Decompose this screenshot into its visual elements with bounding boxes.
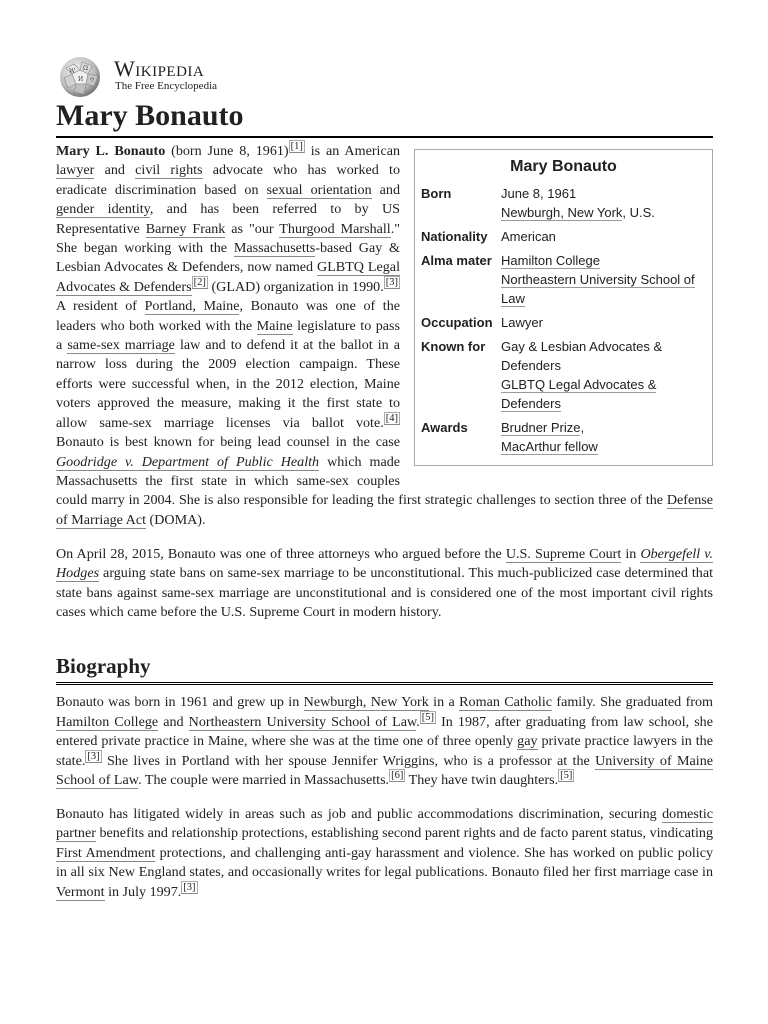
infobox-row-awards: [415, 416, 712, 459]
link-northeastern-law[interactable]: Northeastern University School of Law: [501, 272, 695, 306]
text: Bonauto was born in 1961 and grew up in: [56, 694, 304, 711]
wikipedia-tagline: The Free Encyclopedia: [115, 80, 218, 92]
link-gender-identity[interactable]: gender identity: [56, 201, 150, 218]
citation: [289, 140, 305, 153]
link-massachusetts[interactable]: Massachusetts: [233, 240, 316, 257]
infobox-label: Awards: [421, 420, 468, 435]
link-brudner-prize[interactable]: Brudner Prize: [501, 420, 581, 435]
text: legislature to pass a: [56, 317, 400, 354]
infobox-label: Known for: [421, 339, 486, 354]
citation: [558, 769, 574, 782]
link-lawyer[interactable]: lawyer: [56, 162, 95, 179]
infobox-row-known-for: [415, 335, 712, 416]
site-header[interactable]: [56, 52, 356, 96]
citation: [85, 750, 101, 763]
paragraph-obergefell: [56, 545, 713, 623]
text: advocate who has worked to eradicate discrimination based on: [56, 162, 400, 198]
paragraph-biography-1: [56, 693, 713, 790]
link-first-amendment[interactable]: First Amendment: [56, 844, 156, 861]
text: (born June 8, 1961): [165, 143, 289, 159]
text: in July 1997.: [104, 883, 182, 900]
citation-link[interactable]: [1]: [290, 141, 303, 153]
svg-text:ウ: ウ: [89, 77, 96, 84]
infobox-label: Occupation: [421, 315, 493, 330]
svg-text:W: W: [69, 68, 76, 75]
text: In 1987, after graduating from law school, she entered private practice in Maine, where she was at the time one of three openly: [56, 713, 713, 750]
infobox-row-nationality: [415, 225, 712, 249]
infobox-table: [415, 182, 712, 459]
text: . The couple were married in Massachusetts.: [138, 771, 390, 788]
link-roman-catholic[interactable]: Roman Catholic: [459, 694, 552, 711]
infobox-label: Alma mater: [421, 253, 492, 268]
citation: [192, 276, 208, 289]
link-doma[interactable]: Defense of Marriage Act: [56, 492, 713, 528]
link-hamilton-college[interactable]: Hamilton College: [501, 253, 600, 268]
text: is an American: [304, 143, 400, 159]
page-title: Mary Bonauto: [56, 97, 713, 138]
text: They have twin daughters.: [405, 771, 559, 788]
text: .: [416, 713, 420, 730]
award-separator: ,: [580, 420, 585, 435]
citation-link[interactable]: [5]: [421, 712, 435, 724]
citation-link[interactable]: [5]: [560, 770, 573, 782]
link-newburgh[interactable]: Newburgh, New York: [501, 205, 623, 220]
text: (GLAD) organization in 1990.: [207, 278, 384, 295]
link-domestic-partner[interactable]: domestic partner: [56, 805, 713, 842]
infobox-value: [501, 182, 712, 225]
infobox-label: Born: [421, 186, 452, 201]
infobox-value: Lawyer: [501, 315, 543, 330]
text: arguing state bans on same-sex marriage to be unconstitutional. This much-publicized case determined that state bans against same-sex marriage are unconstitutional and is considered one of the most important civil rights cases which came before the U.S. Supreme Court in modern history.: [56, 565, 713, 620]
article-content: [56, 142, 713, 917]
text: , and has been referred to by US Representative: [56, 201, 400, 237]
text: which made Massachusetts the first state in which same-sex couples could marry in 2004. She is also responsible for leading the first strategic challenges to section three of the: [56, 453, 667, 509]
text: A resident of: [56, 298, 145, 315]
link-same-sex-marriage[interactable]: same-sex marriage: [67, 337, 175, 354]
text: benefits and relationship protections, establishing second parent rights and de facto parent status, vindicating: [95, 825, 713, 842]
infobox-value: American: [501, 229, 556, 244]
citation: [420, 711, 436, 724]
text: , Bonauto was one of the leaders who both worked with the: [56, 298, 401, 334]
text: (DOMA).: [146, 511, 206, 528]
text: -based Gay & Lesbian Advocates & Defenders, now named: [56, 240, 400, 276]
text: law and to defend it at the ballot in a narrow loss during the 2009 election campaign. These efforts were successful when, in the 2012 election, Maine voters approved the measure, making it the first state to allow same-sex marriage licenses via ballot vote.: [56, 337, 400, 431]
link-umaine-law[interactable]: University of Maine School of Law: [56, 752, 713, 788]
text: and: [158, 713, 189, 730]
citation-link[interactable]: [2]: [193, 277, 206, 289]
link-us-supreme-court[interactable]: U.S. Supreme Court: [505, 545, 622, 562]
link-newburgh-new-york[interactable]: Newburgh, New York: [303, 694, 429, 711]
text: Bonauto is best known for being lead counsel in the case: [56, 434, 400, 451]
citation-link[interactable]: [3]: [183, 881, 196, 893]
link-maine[interactable]: Maine: [256, 317, 293, 334]
link-thurgood-marshall[interactable]: Thurgood Marshall: [279, 220, 391, 237]
known-for-glad: Gay & Lesbian Advocates & Defenders: [501, 339, 663, 373]
link-sexual-orientation[interactable]: sexual orientation: [266, 181, 372, 198]
link-portland-maine[interactable]: Portland, Maine: [144, 298, 240, 315]
link-vermont[interactable]: Vermont: [56, 883, 105, 900]
paragraph-biography-2: [56, 805, 713, 902]
text: Bonauto has litigated widely in areas such as job and public accommodations discrimination, securing: [56, 805, 663, 822]
infobox-value: [501, 416, 712, 459]
text: and: [371, 181, 401, 198]
text: in a: [428, 694, 460, 711]
citation: [389, 769, 405, 782]
link-glbtq-legal-advocates[interactable]: GLBTQ Legal Advocates & Defenders: [56, 259, 400, 295]
citation-link[interactable]: [4]: [385, 413, 398, 424]
infobox-row-occupation: [415, 311, 712, 335]
infobox-row-alma-mater: [415, 249, 712, 311]
link-barney-frank[interactable]: Barney Frank: [145, 220, 226, 237]
text: as "our: [225, 220, 280, 237]
text: protections, and challenging anti-gay harassment and violence. She has worked on public policy in all six New England states, and occasionally writes for legal publications. Bonauto filed her first marriage case in: [56, 844, 714, 881]
infobox-value: [501, 335, 712, 416]
citation-link[interactable]: [6]: [391, 770, 404, 782]
text: private practice lawyers in the state.: [56, 733, 713, 769]
text: On April 28, 2015, Bonauto was one of three attorneys who argued before the: [56, 545, 506, 562]
section-heading-biography: Biography: [56, 652, 713, 685]
citation-link[interactable]: [3]: [385, 277, 398, 289]
link-goodridge[interactable]: Goodridge v. Department of Public Health: [56, 453, 320, 470]
wikipedia-globe-icon[interactable]: [56, 54, 104, 98]
subject-name: Mary L. Bonauto: [56, 143, 166, 159]
citation-link[interactable]: [3]: [87, 750, 100, 762]
text: family. She graduated from: [552, 694, 714, 711]
link-obergefell[interactable]: Obergefell v. Hodges: [56, 545, 713, 582]
citation: [181, 881, 197, 894]
infobox-row-born: [415, 182, 712, 225]
text: She lives in Portland with her spouse Jennifer Wriggins, who is a professor at the: [101, 752, 596, 769]
link-civil-rights[interactable]: civil rights: [135, 162, 203, 179]
text: and: [94, 162, 136, 179]
infobox-title: Mary Bonauto: [510, 158, 617, 175]
infobox: [414, 149, 713, 466]
link-hamilton-college-body[interactable]: Hamilton College: [56, 713, 159, 730]
svg-text:И: И: [78, 76, 84, 83]
born-date: June 8, 1961: [501, 186, 577, 201]
infobox-value: [501, 249, 712, 311]
text: in: [621, 545, 641, 562]
link-northeastern-law-body[interactable]: Northeastern University School of Law: [188, 713, 417, 730]
svg-text:Ω: Ω: [83, 65, 88, 72]
link-macarthur-fellow[interactable]: MacArthur fellow: [501, 439, 598, 454]
infobox-label: Nationality: [421, 229, 488, 244]
born-country: , U.S.: [622, 205, 655, 220]
citation: [384, 276, 400, 289]
link-glbtq[interactable]: GLBTQ Legal Advocates & Defenders: [501, 377, 657, 411]
link-gay[interactable]: gay: [517, 733, 538, 750]
text: ." She began working with the: [56, 220, 400, 257]
wikipedia-wordmark[interactable]: Wikipedia: [114, 56, 205, 81]
citation: [384, 412, 400, 425]
